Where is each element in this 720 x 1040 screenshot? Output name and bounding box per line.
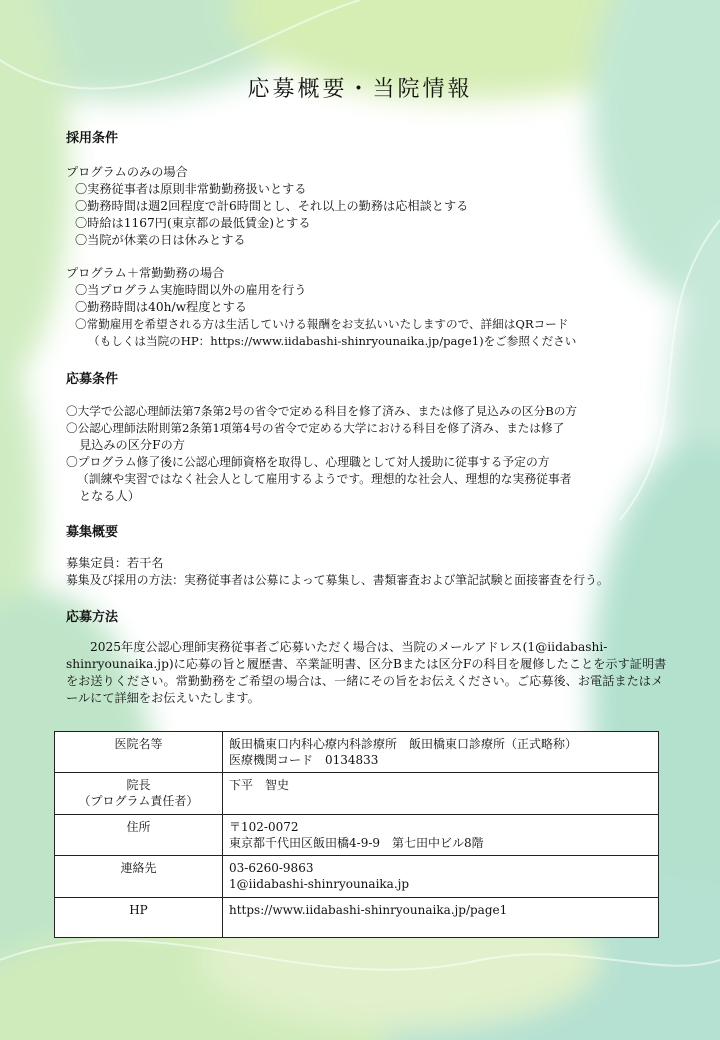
table-label-cell: [55, 898, 223, 938]
table-label-text: 住所: [126, 820, 151, 834]
list-item-continuation: となる人）: [79, 489, 140, 503]
list-item-continuation: 見込みの区分Fの方: [79, 438, 185, 452]
clinic-info-table: [54, 731, 659, 938]
table-value-text: 医療機関コード 0134833: [229, 753, 379, 767]
list-item: 〇大学で公認心理師法第7条第2号の省令で定める科目を修了済み、または修了見込みの区分Bの方: [66, 404, 577, 418]
table-value-cell: [223, 898, 659, 938]
list-item: 〇勤務時間は週2回程度で計6時間とし、それ以上の勤務は応相談とする: [75, 199, 469, 213]
list-item: 〇常勤雇用を希望される方は生活していける報酬をお支払いいたしますので、詳細はQRコード: [75, 317, 569, 331]
table-label-cell: [55, 815, 223, 856]
table-value-cell: [223, 732, 659, 773]
table-label-cell: [55, 856, 223, 898]
table-label-cell: [55, 732, 223, 773]
list-item: 〇勤務時間は40h/w程度とする: [75, 300, 247, 314]
table-value-text: 飯田橋東口内科心療内科診療所 飯田橋東口診療所（正式略称）: [229, 737, 578, 751]
section-heading-how-to-apply: 応募方法: [66, 610, 119, 625]
application-instructions: 2025年度公認心理師実務従事者ご応募いただく場合は、当院のメールアドレス(1@iidabashi-shinryounaika.jp)に応募の旨と履歴書、卒業証明書、区分Bまたは区分Fの科目を履修したことを示す証明書をお送りください。常勤勤務をご希望の場合は、一緒にその旨をお伝えください。ご応募後、お電話またはメールにて詳細をお伝えいたします。: [66, 640, 667, 705]
table-label-cell: [55, 773, 223, 815]
list-item: 〇プログラム修了後に公認心理師資格を取得し、心理職として対人援助に従事する予定の方: [66, 455, 550, 469]
list-item: 〇公認心理師法附則第2条第1項第4号の省令で定める大学における科目を修了済み、または修了: [66, 421, 565, 435]
table-label-text: 医院名等: [114, 737, 163, 751]
table-value-cell: [223, 856, 659, 898]
table-row: [55, 773, 659, 815]
table-row: [55, 732, 659, 773]
table-row: [55, 815, 659, 856]
program-fulltime-title: プログラム＋常勤勤務の場合: [66, 266, 225, 280]
recruitment-capacity: 募集定員：若干名: [66, 556, 164, 570]
table-label-text: HP: [129, 903, 148, 917]
table-value-text: https://www.iidabashi-shinryounaika.jp/page1: [229, 903, 508, 917]
table-value-text: 下平 智史: [229, 778, 290, 792]
list-item-continuation: （もしくは当院のHP：https://www.iidabashi-shinryounaika.jp/page1)をご参照ください: [88, 334, 577, 348]
table-value-cell: [223, 773, 659, 815]
list-item: 〇当プログラム実施時間以外の雇用を行う: [75, 283, 307, 297]
recruitment-method: 募集及び採用の方法：実務従事者は公募によって募集し、書類審査および筆記試験と面接審査を行う。: [66, 573, 609, 587]
table-value-cell: [223, 815, 659, 856]
table-label-text: （プログラム責任者）: [78, 794, 199, 808]
table-value-text: 03-6260-9863: [229, 861, 314, 875]
table-value-text: 1@iidabashi-shinryounaika.jp: [229, 877, 410, 891]
table-value-text: 〒102-0072: [229, 820, 299, 834]
table-row: [55, 856, 659, 898]
table-row: [55, 898, 659, 938]
list-item: 〇当院が休業の日は休みとする: [75, 233, 246, 247]
table-label-text: 連絡先: [120, 861, 157, 875]
list-item: 〇時給は1167円(東京都の最低賃金)とする: [75, 216, 311, 230]
list-item: 〇実務従事者は原則非常勤勤務扱いとする: [75, 182, 307, 196]
section-heading-employment-conditions: 採用条件: [66, 131, 119, 146]
page-title: 応募概要・当院情報: [247, 77, 473, 102]
section-heading-application-requirements: 応募条件: [66, 372, 119, 387]
list-item-continuation: （訓練や実習ではなく社会人として雇用するようです。理想的な社会人、理想的な実務従事者: [77, 472, 572, 486]
table-value-text: 東京都千代田区飯田橋4-9-9 第七田中ビル8階: [229, 836, 484, 850]
section-heading-recruitment-overview: 募集概要: [66, 525, 119, 540]
table-label-text: 院長: [126, 778, 151, 792]
program-only-title: プログラムのみの場合: [66, 165, 188, 179]
